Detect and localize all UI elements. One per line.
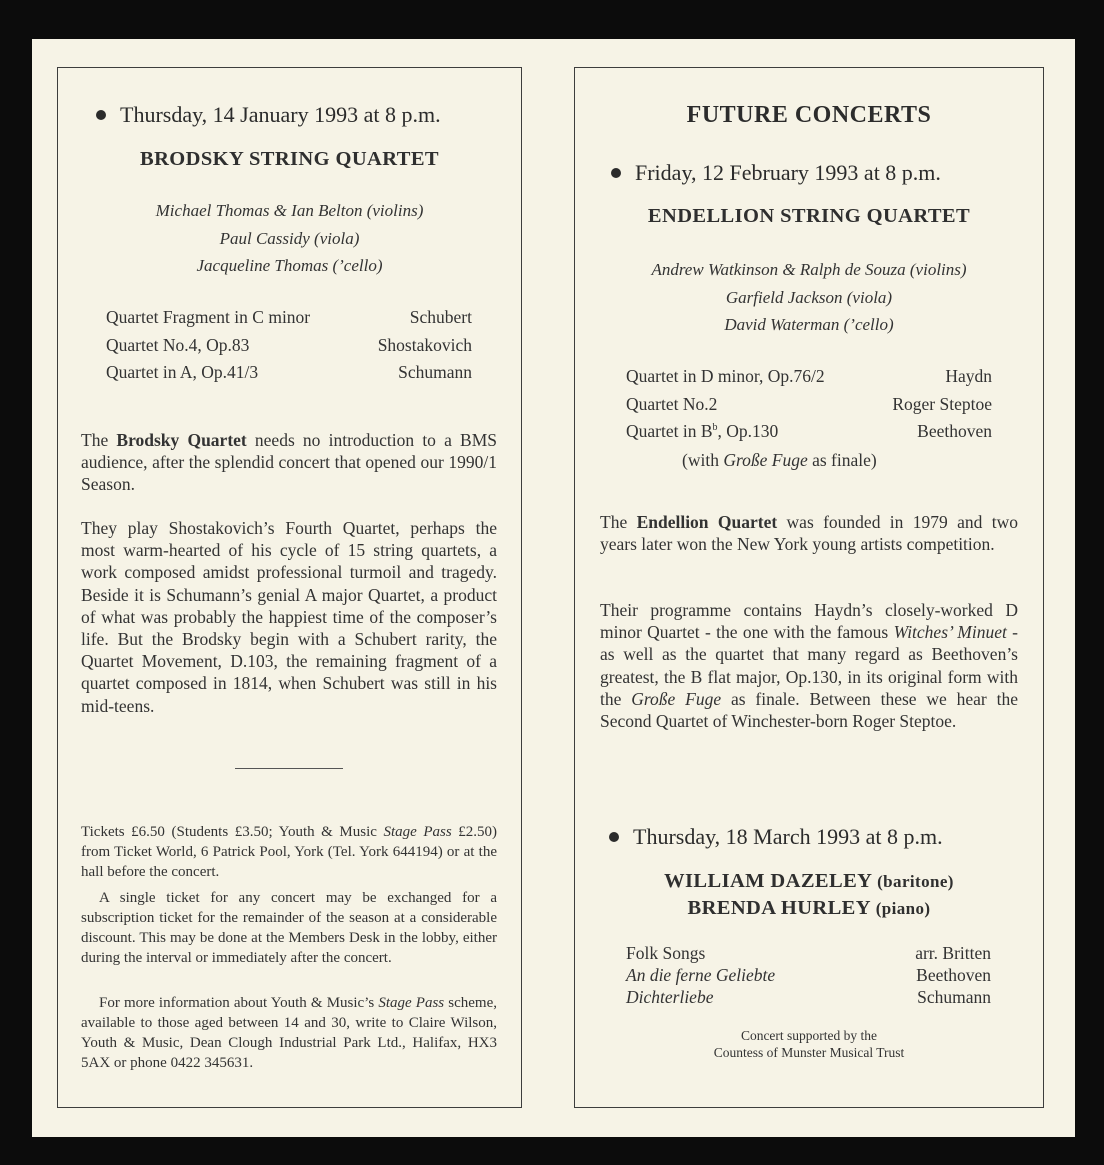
composer: Schumann	[917, 987, 991, 1007]
composer: Beethoven	[917, 421, 992, 441]
work-title: Quartet in D minor, Op.76/2	[626, 366, 825, 386]
work-title: Quartet in A, Op.41/3	[106, 362, 259, 382]
tickets-paragraph: Tickets £6.50 (Students £3.50; Youth & Music Stage Pass £2.50) from Ticket World, 6 Patrick Pool, York (Tel. York 644194) or at the hall before the concert.	[81, 824, 497, 880]
artist-name: WILLIAM DAZELEY	[664, 870, 872, 892]
future-concerts-panel	[574, 67, 1044, 1108]
performer-line: Michael Thomas & Ian Belton (violins)	[155, 201, 424, 220]
work-title: Dichterliebe	[626, 987, 714, 1007]
concert-date: Thursday, 14 January 1993 at 8 p.m.	[96, 102, 441, 128]
bullet-icon	[96, 110, 106, 120]
programme-item	[626, 942, 991, 964]
programme-item	[106, 362, 472, 390]
work-title: Quartet No.4, Op.83	[106, 334, 250, 355]
artist-line	[575, 870, 1043, 893]
bullet-icon	[611, 168, 621, 178]
programme-sheet	[32, 39, 1075, 1137]
work-title: Folk Songs	[626, 943, 706, 963]
work-title: Quartet in $B^b$, Op.130	[626, 421, 779, 441]
programme-item	[626, 986, 991, 1008]
programme-item	[626, 394, 992, 422]
artist-role: (piano)	[875, 899, 931, 918]
programme-list	[626, 942, 991, 1008]
composer: Roger Steptoe	[892, 393, 992, 414]
current-concert-panel	[57, 67, 522, 1108]
artist-name: BRENDA HURLEY	[687, 897, 871, 919]
performer-line: David Waterman (’cello)	[724, 315, 894, 334]
composer: Schumann	[398, 362, 472, 382]
info-paragraph: For more information about Youth & Music’s Stage Pass scheme, available to those aged between 14 and 30, write to Claire Wilson, Youth & Music, Dean Clough Industrial Park Ltd., Halifax, HX3 5AX or phone 0422 345631.	[81, 995, 497, 1071]
exchange-paragraph: A single ticket for any concert may be exchanged for a subscription ticket for the remainder of the season at a considerable discount. This may be done at the Members Desk in the lobby, either during the interval or immediately after the concert.	[81, 890, 497, 966]
performers-list	[575, 256, 1043, 339]
concert-date: Thursday, 18 March 1993 at 8 p.m.	[609, 824, 943, 850]
performer-line: Jacqueline Thomas (’cello)	[196, 256, 383, 275]
performer-line: Paul Cassidy (viola)	[219, 228, 360, 248]
programme-item	[106, 335, 472, 363]
composer: Haydn	[945, 366, 992, 386]
ensemble-highlight: Endellion Quartet	[636, 512, 778, 532]
work-title: Quartet Fragment in C minor	[106, 307, 311, 327]
programme-item	[626, 421, 992, 449]
composer: arr. Britten	[915, 943, 991, 963]
composer: Beethoven	[916, 965, 991, 985]
programme-item	[106, 307, 472, 335]
concert-date: Friday, 12 February 1993 at 8 p.m.	[611, 160, 941, 186]
sponsor-note: Concert supported by the Countess of Munster Musical Trust	[713, 1028, 905, 1060]
composer: Shostakovich	[377, 334, 472, 355]
performer-line: Garfield Jackson (viola)	[725, 287, 893, 307]
ensemble-highlight: Brodsky Quartet	[116, 430, 247, 450]
finale-note: (with Große Fuge as finale)	[682, 449, 877, 470]
ensemble-name: ENDELLION STRING QUARTET	[647, 205, 971, 227]
performers-list	[58, 197, 521, 280]
description-paragraph: They play Shostakovich’s Fourth Quartet, perhaps the most warm-hearted of his cycle of 15 string quartets, a work composed amidst professional turmoil and tragedy. Beside it is Schumann’s genial A major Quartet, a product of what was probably the happiest time of the composer’s life. But the Brodsky begin with a Schubert rarity, the Quartet Movement, D.103, the remaining fragment of a quartet composed in 1814, when Schubert was still in his mid-teens.	[81, 518, 497, 716]
divider	[235, 768, 343, 769]
work-title: Quartet No.2	[626, 393, 718, 414]
artist-role: (baritone)	[877, 872, 954, 891]
performer-line: Andrew Watkinson & Ralph de Souza (violins)	[651, 260, 967, 279]
artist-line	[575, 897, 1043, 920]
intro-paragraph: The Brodsky Quartet needs no introduction to a BMS audience, after the splendid concert that opened our 1990/1 Season.	[81, 430, 498, 495]
programme-list	[106, 307, 472, 390]
composer: Schubert	[409, 307, 472, 327]
programme-item	[626, 964, 991, 986]
ensemble-name: BRODSKY STRING QUARTET	[140, 148, 439, 170]
bullet-icon	[609, 832, 619, 842]
programme-item	[626, 366, 992, 394]
description-paragraph: Their programme contains Haydn’s closely-worked D minor Quartet - the one with the famous Witches’ Minuet - as well as the quartet that many regard as Beethoven’s greatest, the B flat major, Op.130, in its original form with the Große Fuge as finale. Between these we hear the Second Quartet of Winchester-born Roger Steptoe.	[600, 600, 1019, 732]
section-heading: FUTURE CONCERTS	[686, 102, 932, 128]
programme-list	[626, 366, 992, 471]
work-title: An die ferne Geliebte	[626, 965, 776, 985]
intro-paragraph: The Endellion Quartet was founded in 1979 and two years later won the New York young artists competition.	[600, 512, 1018, 555]
